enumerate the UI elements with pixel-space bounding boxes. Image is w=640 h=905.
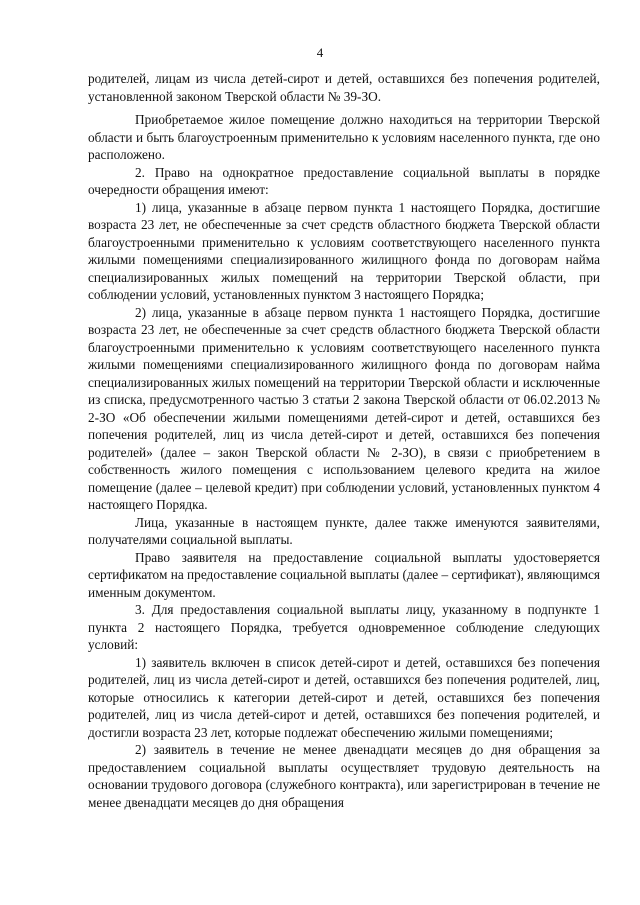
paragraph-applicants: Лица, указанные в настоящем пункте, далее также именуются заявителями, получателями социальной выплаты. (88, 514, 600, 547)
paragraph-item-3-2: 2) заявитель в течение не менее двенадцати месяцев до дня обращения за предоставлением социальной выплаты осуществляет трудовую деятельность на основании трудового договора (служебного контракта), или зарегистрирован в течение не менее двенадцати месяцев до дня обращения (88, 742, 600, 810)
paragraph-item-2-2: 2) лица, указанные в абзаце первом пункта 1 настоящего Порядка, достигшие возраста 23 лет, не обеспеченные за счет средств областного бюджета Тверской области благоустроенными применительно к условиям соответствующего населенного пункта жилыми помещениями специализированного жилищного фонда по договорам найма специализированных жилых помещений на территории Тверской области и исключенные из списка, предусмотренного частью 3 статьи 2 закона Тверской области от 06.02.2013 № 2-ЗО «Об обеспечении жилыми помещениями детей-сирот и детей, оставшихся без попечения родителей, лиц из числа детей-сирот и детей, оставшихся без попечения родителей» (далее – закон Тверской области № 2-ЗО), в связи с приобретением в собственность жилого помещения с использованием целевого кредита на жилое помещение (далее – целевой кредит) при соблюдении условий, установленных пунктом 4 настоящего Порядка. (88, 304, 600, 512)
paragraph-item-3: 3. Для предоставления социальной выплаты лицу, указанному в подпункте 1 пункта 2 настоящего Порядка, требуется одновременное соблюдение следующих условий: (88, 602, 600, 652)
paragraph-continuation: родителей, лицам из числа детей-сирот и детей, оставшихся без попечения родителей, установленной законом Тверской области № 39-ЗО. (88, 71, 600, 104)
paragraph-item-2-1: 1) лица, указанные в абзаце первом пункта 1 настоящего Порядка, достигшие возраста 23 лет, не обеспеченные за счет средств областного бюджета Тверской области благоустроенными применительно к условиям соответствующего населенного пункта жилыми помещениями специализированного жилищного фонда по договорам найма специализированных жилых помещений на территории Тверской области, при соблюдении условий, установленных пунктом 3 настоящего Порядка; (88, 199, 600, 302)
paragraph-item-3-1: 1) заявитель включен в список детей-сирот и детей, оставшихся без попечения родителей, лиц из числа детей-сирот и детей, оставшихся без попечения родителей, лиц, которые относились к категории детей-сирот и детей, оставшихся без попечения родителей, лиц из числа детей-сирот и детей, оставшихся без попечения родителей, и достигли возраста 23 лет, которые подлежат обеспечению жилыми помещениями; (88, 654, 600, 740)
paragraph-housing-location: Приобретаемое жилое помещение должно находиться на территории Тверской области и быть благоустроенным применительно к условиям населенного пункта, где оно расположено. (88, 112, 600, 162)
page-number: 4 (316, 45, 324, 60)
document-body (88, 70, 600, 811)
paragraph-item-2: 2. Право на однократное предоставление социальной выплаты в порядке очередности обращения имеют: (88, 164, 600, 197)
paragraph-certificate: Право заявителя на предоставление социальной выплаты удостоверяется сертификатом на предоставление социальной выплаты (далее – сертификат), являющимся именным документом. (88, 549, 600, 600)
